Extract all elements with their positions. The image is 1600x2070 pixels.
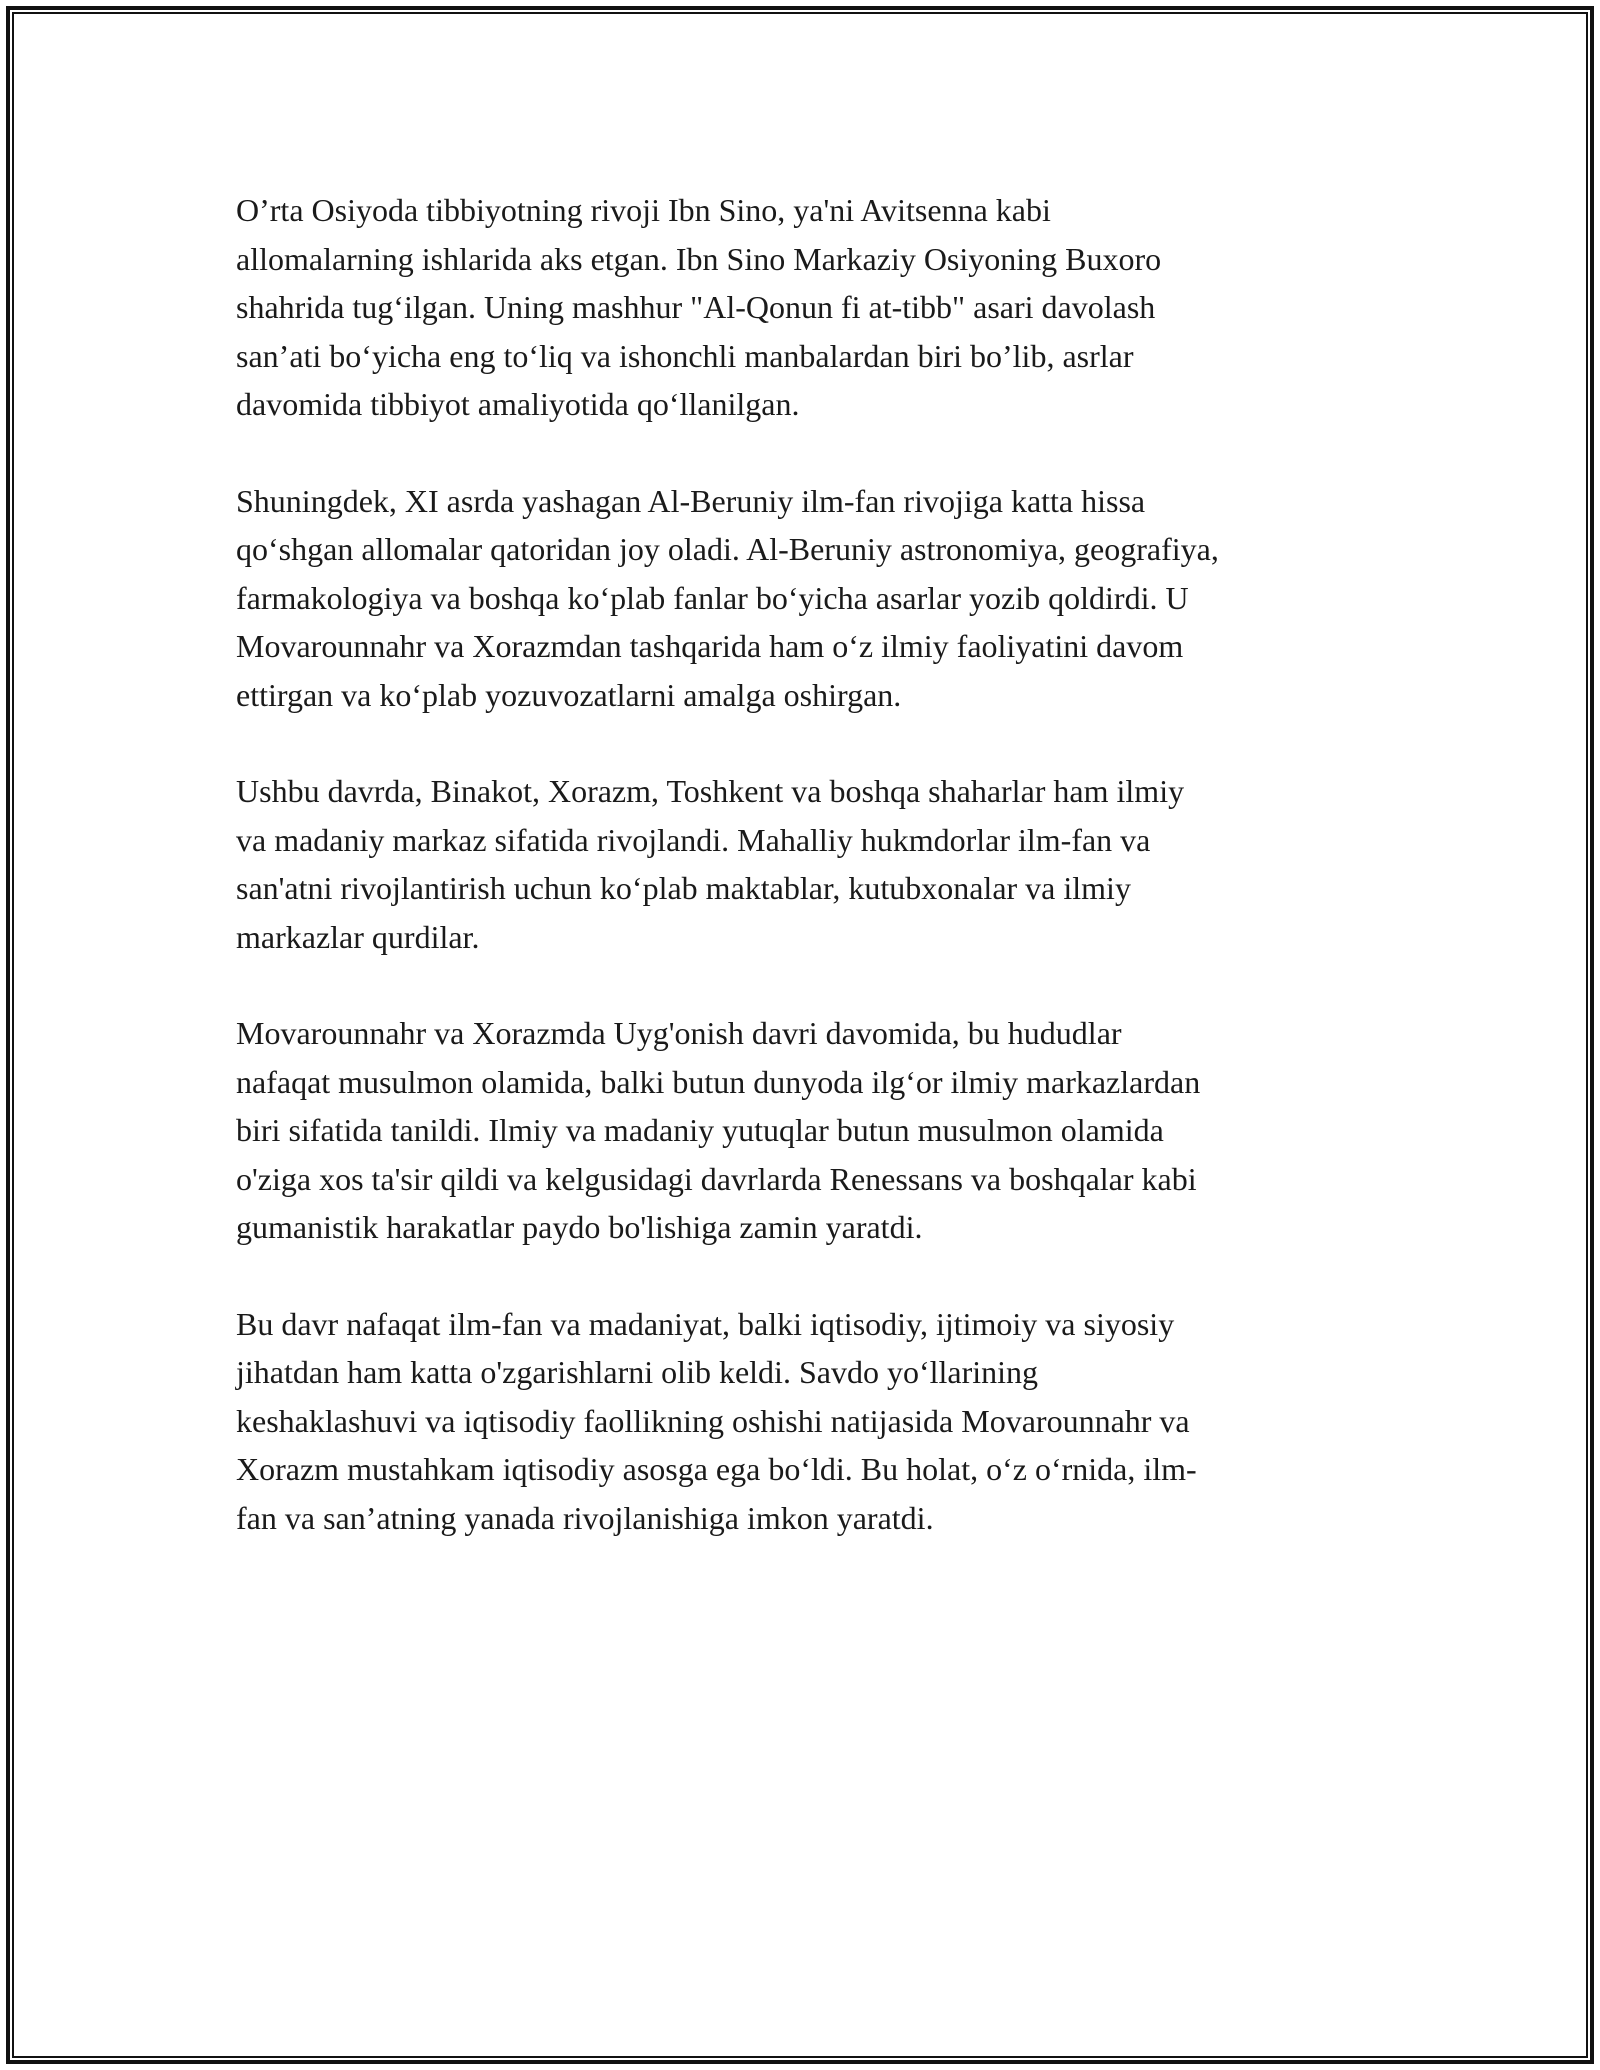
document-body — [236, 186, 1386, 1590]
paragraph-4: Movarounnahr va Xorazmda Uyg'onish davri davomida, bu hududlar nafaqat musulmon olamida, balki butun dunyoda ilg‘or ilmiy markazlardan biri sifatida tanildi. Ilmiy va madaniy yutuqlar butun musulmon olamida o'ziga xos ta'sir qildi va kelgusidagi davrlarda Renessans va boshqalar kabi gumanistik harakatlar paydo bo'lishiga zamin yaratdi. — [236, 1015, 1201, 1245]
paragraph-1: O’rta Osiyoda tibbiyotning rivoji Ibn Sino, ya'ni Avitsenna kabi allomalarning ishlarida aks etgan. Ibn Sino Markaziy Osiyoning Buxoro shahrida tug‘ilgan. Uning mashhur "Al-Qonun fi at-tibb" asari davolash san’ati bo‘yicha eng to‘liq va ishonchli manbalardan biri bo’lib, asrlar davomida tibbiyot amaliyotida qo‘llanilgan. — [236, 192, 1162, 422]
paragraph-2: Shuningdek, XI asrda yashagan Al-Beruniy ilm-fan rivojiga katta hissa qo‘shgan allomalar qatoridan joy oladi. Al-Beruniy astronomiya, geografiya, farmakologiya va boshqa ko‘plab fanlar bo‘yicha asarlar yozib qoldirdi. U Movarounnahr va Xorazmdan tashqarida ham o‘z ilmiy faoliyatini davom ettirgan va ko‘plab yozuvozatlarni amalga oshirgan. — [236, 482, 1219, 713]
paragraph-3: Ushbu davrda, Binakot, Xorazm, Toshkent va boshqa shaharlar ham ilmiy va madaniy markaz sifatida rivojlandi. Mahalliy hukmdorlar ilm-fan va san'atni rivojlantirish uchun ko‘plab maktablar, kutubxonalar va ilmiy markazlar qurdilar. — [236, 773, 1185, 955]
paragraph-5: Bu davr nafaqat ilm-fan va madaniyat, balki iqtisodiy, ijtimoiy va siyosiy jihatdan ham katta o'zgarishlarni olib keldi. Savdo yo‘llarining keshaklashuvi va iqtisodiy faollikning oshishi natijasida Movarounnahr va Xorazm mustahkam iqtisodiy asosga ega bo‘ldi. Bu holat, o‘z o‘rnida, ilm- fan va san’atning yanada rivojlanishiga imkon yaratdi. — [236, 1305, 1197, 1536]
